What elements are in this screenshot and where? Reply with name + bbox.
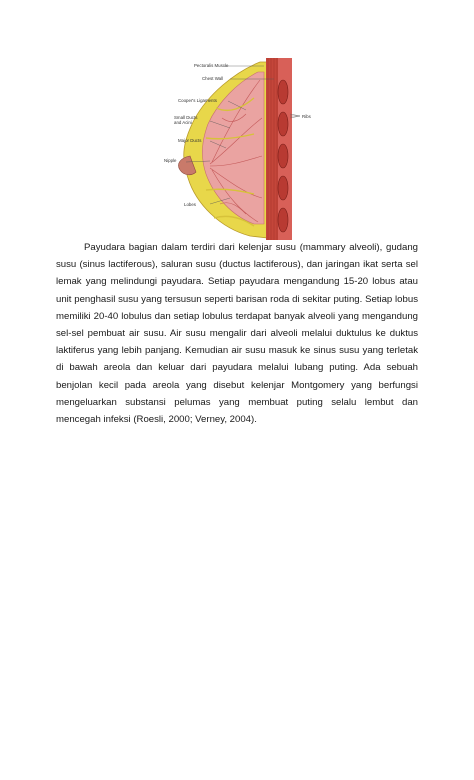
label-and-acini: and Acini xyxy=(174,120,192,125)
body-paragraph: Payudara bagian dalam terdiri dari kelenjar susu (mammary alveoli), gudang susu (sinus lactiferous), saluran susu (ductus lactiferous), dan jaringan ikat serta sel lemak yang melindungi payudara. Setiap payudara mengandung 15-20 lobus atau unit penghasil susu yang tersusun seperti barisan roda di sekitar puting. Setiap lobus memiliki 20-40 lobulus dan setiap lobulus terdapat banyak alveoli yang mengandung sel-sel pembuat air susu. Air susu mengalir dari alveoli melalui duktulus ke duktus laktiferus yang lebih panjang. Kemudian air susu masuk ke sinus susu yang terletak di bawah areola dan keluar dari payudara melalui lubang puting. Ada sebuah benjolan kecil pada areola yang disebut kelenjar Montgomery yang berfungsi mengeluarkan substansi pelumas yang membuat puting selalu lembut dan mencegah infeksi (Roesli, 2000; Verney, 2004). xyxy=(56,242,418,426)
label-major-ducts: Major Ducts xyxy=(178,138,202,143)
label-chest-wall: Chest Wall xyxy=(202,76,224,81)
label-small-ducts: Small Ducts xyxy=(174,115,198,120)
label-lobes: Lobes xyxy=(184,202,196,207)
breast-anatomy-figure xyxy=(150,58,330,240)
label-nipple: Nipple xyxy=(164,158,177,163)
breast-anatomy-illustration xyxy=(150,58,330,240)
label-ribs: Ribs xyxy=(302,114,311,119)
label-pectoralis-muscle: Pectoralis Muscle xyxy=(194,63,229,68)
label-coopers-ligaments: Cooper's Ligaments xyxy=(178,98,217,103)
